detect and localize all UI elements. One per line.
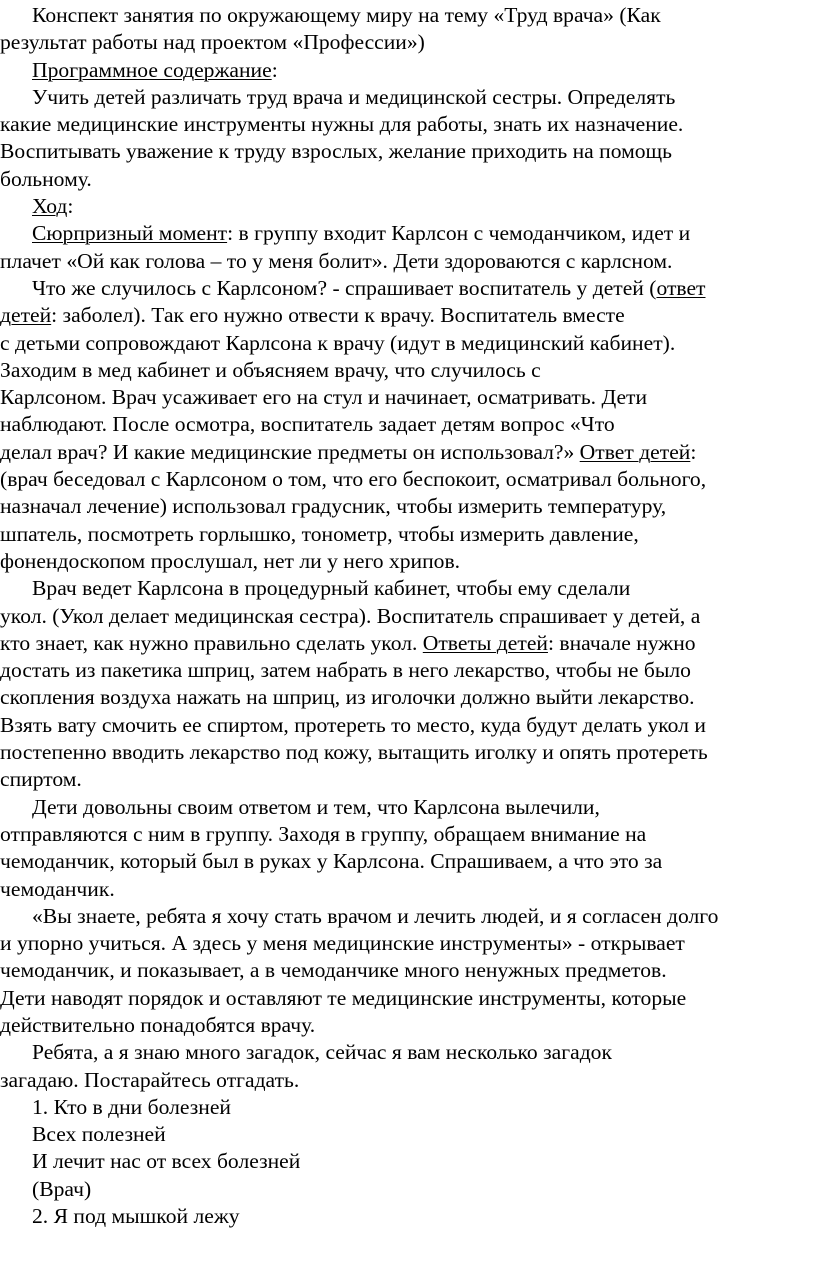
text-line: [0, 657, 816, 684]
text-run: результат работы над проектом «Профессии»): [0, 30, 425, 55]
text-line: [0, 466, 816, 493]
underlined-text: детей: [0, 303, 52, 328]
text-run: : вначале нужно: [547, 630, 696, 655]
text-line: [0, 493, 816, 520]
text-run: какие медицинские инструменты нужны для работы, знать их назначение.: [0, 112, 684, 137]
text-run: Взять вату смочить ее спиртом, протереть то место, куда будут делать укол и: [0, 712, 706, 737]
text-line: [0, 821, 816, 848]
text-run: Заходим в мед кабинет и объясняем врачу, что случилось с: [0, 357, 541, 382]
text-line: [0, 138, 816, 165]
text-line: [0, 384, 816, 411]
text-run: достать из пакетика шприц, затем набрать в него лекарство, чтобы не было: [0, 658, 691, 683]
text-line: [0, 2, 816, 29]
text-run: Конспект занятия по окружающему миру на тему «Труд врача» (Как: [32, 3, 661, 27]
text-line: [0, 111, 816, 138]
text-run: :: [690, 439, 697, 464]
text-run: плачет «Ой как голова – то у меня болит». Дети здороваются с карлсном.: [0, 248, 673, 273]
text-line: [0, 766, 816, 793]
text-line: [0, 1148, 816, 1175]
text-run: наблюдают. После осмотра, воспитатель задает детям вопрос «Что: [0, 412, 615, 437]
text-line: [0, 248, 816, 275]
text-run: делал врач? И какие медицинские предметы он использовал?»: [0, 439, 580, 464]
text-line: [0, 193, 816, 220]
text-run: отправляются с ним в группу. Заходя в группу, обращаем внимание на: [0, 821, 647, 846]
text-run: И лечит нас от всех болезней: [32, 1149, 301, 1174]
underlined-text: Ответы детей: [422, 630, 548, 655]
text-line: [0, 575, 816, 602]
text-line: [0, 29, 816, 56]
text-line: [0, 1176, 816, 1203]
text-line: [0, 521, 816, 548]
text-run: «Вы знаете, ребята я хочу стать врачом и лечить людей, и я согласен долго: [32, 903, 719, 928]
text-run: действительно понадобятся врачу.: [0, 1012, 316, 1037]
text-line: [0, 1067, 816, 1094]
underlined-text: Ход: [32, 194, 68, 219]
text-run: больному.: [0, 166, 92, 191]
text-run: фонендоскопом прослушал, нет ли у него хрипов.: [0, 548, 461, 573]
underlined-text: Программное содержание: [32, 57, 272, 82]
text-line: [0, 1012, 816, 1039]
text-line: [0, 1094, 816, 1121]
text-run: Учить детей различать труд врача и медицинской сестры. Определять: [32, 84, 676, 109]
text-line: [0, 357, 816, 384]
text-line: [0, 84, 816, 111]
text-line: [0, 302, 816, 329]
text-line: [0, 684, 816, 711]
text-run: :: [67, 194, 74, 219]
text-line: [0, 57, 816, 84]
text-line: [0, 330, 816, 357]
text-run: Дети наводят порядок и оставляют те медицинские инструменты, которые: [0, 985, 687, 1010]
text-run: Карлсоном. Врач усаживает его на стул и начинает, осматривать. Дети: [0, 385, 648, 410]
text-run: Что же случилось с Карлсоном? - спрашивает воспитатель у детей (: [32, 275, 657, 300]
text-line: [0, 794, 816, 821]
text-line: [0, 1039, 816, 1066]
text-run: спиртом.: [0, 767, 82, 792]
text-line: [0, 876, 816, 903]
text-line: [0, 1121, 816, 1148]
text-run: чемоданчик, и показывает, а в чемоданчике много ненужных предметов.: [0, 958, 667, 983]
text-run: с детьми сопровождают Карлсона к врачу (идут в медицинский кабинет).: [0, 330, 676, 355]
text-run: Всех полезней: [32, 1122, 166, 1147]
text-run: укол. (Укол делает медицинская сестра). Воспитатель спрашивает у детей, а: [0, 603, 701, 628]
text-line: [0, 957, 816, 984]
text-run: кто знает, как нужно правильно сделать укол.: [0, 630, 423, 655]
text-run: чемоданчик.: [0, 876, 115, 901]
text-run: Ребята, а я знаю много загадок, сейчас я вам несколько загадок: [32, 1040, 612, 1065]
text-run: назначал лечение) использовал градусник, чтобы измерить температуру,: [0, 494, 667, 519]
text-run: загадаю. Постарайтесь отгадать.: [0, 1067, 300, 1092]
text-run: 1. Кто в дни болезней: [32, 1094, 231, 1119]
text-run: чемоданчик, который был в руках у Карлсона. Спрашиваем, а что это за: [0, 849, 663, 874]
text-run: шпатель, посмотреть горлышко, тонометр, чтобы измерить давление,: [0, 521, 639, 546]
text-run: и упорно учиться. А здесь у меня медицинские инструменты» - открывает: [0, 931, 685, 956]
text-line: [0, 903, 816, 930]
text-run: скопления воздуха нажать на шприц, из иголочки должно выйти лекарство.: [0, 685, 695, 710]
text-run: Врач ведет Карлсона в процедурный кабинет, чтобы ему сделали: [32, 576, 631, 601]
text-line: [0, 1203, 816, 1230]
underlined-text: Сюрпризный момент: [32, 221, 228, 246]
text-run: 2. Я под мышкой лежу: [32, 1204, 240, 1229]
text-run: (Врач): [32, 1176, 92, 1201]
text-line: [0, 220, 816, 247]
text-run: Воспитывать уважение к труду взрослых, желание приходить на помощь: [0, 139, 673, 164]
underlined-text: ответ: [656, 275, 706, 300]
text-line: [0, 985, 816, 1012]
text-line: [0, 411, 816, 438]
text-line: [0, 603, 816, 630]
text-run: : в группу входит Карлсон с чемоданчиком, идет и: [227, 221, 691, 246]
text-line: [0, 630, 816, 657]
text-line: [0, 439, 816, 466]
text-run: постепенно вводить лекарство под кожу, вытащить иголку и опять протереть: [0, 740, 708, 765]
text-line: [0, 275, 816, 302]
underlined-text: Ответ детей: [579, 439, 691, 464]
text-line: [0, 548, 816, 575]
text-run: (врач беседовал с Карлсоном о том, что его беспокоит, осматривал больного,: [0, 467, 707, 492]
text-line: [0, 166, 816, 193]
text-run: : заболел). Так его нужно отвести к врачу. Воспитатель вместе: [51, 303, 625, 328]
text-line: [0, 712, 816, 739]
text-line: [0, 930, 816, 957]
text-run: Дети довольны своим ответом и тем, что Карлсона вылечили,: [32, 794, 600, 819]
text-run: :: [271, 57, 278, 82]
text-line: [0, 848, 816, 875]
text-line: [0, 739, 816, 766]
